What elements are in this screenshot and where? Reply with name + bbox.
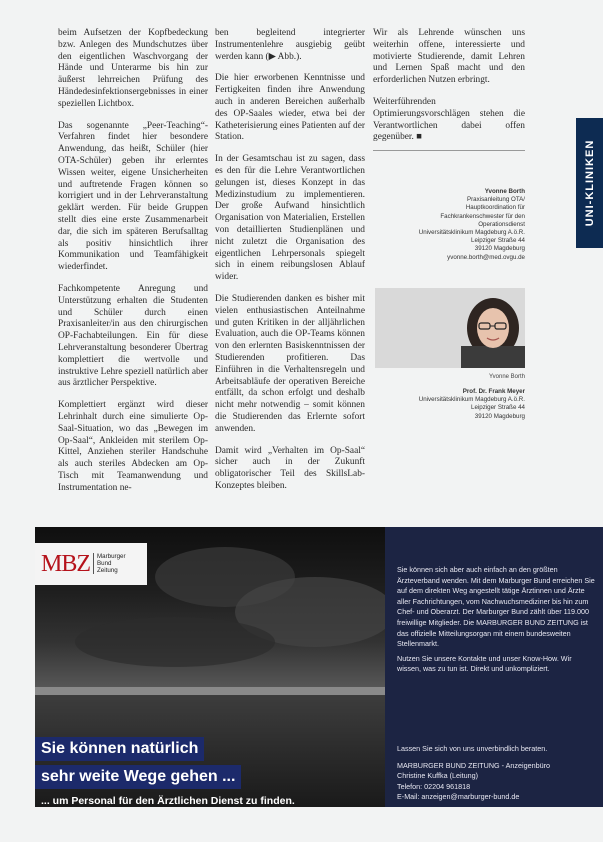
paragraph: Fachkompetente Anregung und Unterstützung erhalten die Studenten und Schüler durch einen Praxisanleiter/in aus den chirurgischen OP-Fachabteilungen. Ein für diese Lehrveranstaltung besonderer Übertrag komplettiert die wertvolle und instruktive Lehre speziell natürlich aber aus ärztlicher Perspektive.	[58, 283, 208, 389]
ad-contact	[397, 744, 597, 803]
photo-caption: Yvonne Borth	[488, 374, 525, 380]
article-column-1	[58, 28, 208, 504]
logo-mark: MBZ	[41, 551, 91, 577]
author-name: Prof. Dr. Frank Meyer	[462, 388, 525, 395]
paragraph: ben begleitend integrierter Instrumentenlehre ausgiebig geübt werden kann (▶ Abb.).	[215, 28, 365, 62]
article-column-2	[215, 28, 365, 503]
paragraph: Das sogenannte „Peer-Teaching“-Verfahren findet hier besondere Anwendung, das heißt, Schüler (hier OTA-Schüler) geben ihr erlerntes Wissen weiter, eigene Unsicherheiten und auftretende Fragen können so korrigiert und in der Lehrveranstaltung geklärt werden. Für beide Gruppen stellt dies eine erste Zusammenarbeit dar, die sich im späteren Berufsalltag als positiv hinsichtlich ihrer Kommunikation und Teamfähigkeit wiederfindet.	[58, 120, 208, 273]
paragraph: beim Aufsetzen der Kopfbedeckung bzw. Anlegen des Mundschutzes über den eigentlichen Waschvorgang der Hände und Unterarme bis hin zur äußerst lehrreichen Prüfung des Händedesinfektionsergebnisses in einer speziellen Lichtbox.	[58, 28, 208, 109]
author-photo	[375, 288, 525, 368]
author-contact	[373, 388, 525, 421]
paragraph: Komplettiert ergänzt wird dieser Lehrinhalt durch eine simulierte Op-Saal-Situation, wo das „Bewegen im Op-Saal“, Ankleiden mit sterilem Op-Kittel, Anziehen steriler Handschuhe als auch steriles Abdecken am Op-Tisch mit Teamanwendung und Instrumentation ne-	[58, 400, 208, 493]
article-column-3	[373, 28, 525, 154]
contact-line: 39120 Magdeburg	[474, 412, 525, 420]
ad-contact-lead: Lassen Sie sich von uns unverbindlich beraten.	[397, 744, 548, 753]
contact-line: Universitätsklinikum Magdeburg A.ö.R.	[418, 396, 525, 404]
paragraph: In der Gesamtschau ist zu sagen, dass es den für die Lehre Verantwortlichen gelungen ist, dieses Konzept in das Medizinstudium zu implementieren. Der große Aufwand hinsichtlich Organisation von Materialien, Erstellen von detaillierten Studienplänen und nicht zuletzt die Organisation des eigentlichen Lehrpersonals spiegelt sich in einem reibungslosen Ablauf wider.	[215, 154, 365, 283]
ad-body	[397, 565, 595, 679]
paragraph: Die Studierenden danken es bisher mit vielen enthusiastischen Anteilnahme und guten Kritiken in der alljährlichen Evaluation, auch die OP-Teams können von den erlernten Basiskenntnissen der Studierenden profitieren. Das Einführen in die Verhaltensregeln und Arbeitsabläufe der operativen Bereiche entfällt, da schon erfolgt und deshalb nicht mehr notwendig – somit können die Studierenden das Erlernte sofort anwenden.	[215, 293, 365, 434]
contact-line: Operationsdienst	[478, 220, 525, 228]
author-name: Yvonne Borth	[484, 188, 525, 195]
contact-email: yvonne.borth@med.ovgu.de	[447, 253, 525, 261]
contact-line: Fachkrankenschwester für den	[440, 212, 525, 220]
horizon	[35, 687, 385, 695]
section-tab-label: UNI-KLINIKEN	[583, 139, 596, 227]
paragraph: Die hier erworbenen Kenntnisse und Fertigkeiten finden ihre Anwendung auch in anderen Bereichen außerhalb des OP-Saales wieder, etwa bei der Katheterisierung eines Patienten auf der Station.	[215, 73, 365, 143]
author-contact	[373, 188, 525, 262]
paragraph: Weiterführenden Optimierungsvorschlägen stehen die Verantwortlichen dabei offen gegenüber. ■	[373, 96, 525, 143]
ad-tagline: ... um Personal für den Ärztlichen Dienst zu finden.	[41, 795, 295, 807]
contact-line: Hauptkoordination für	[465, 204, 525, 212]
portrait-image	[375, 288, 525, 368]
ad-contact-email[interactable]: E-Mail: anzeigen@marburger-bund.de	[397, 792, 520, 802]
contact-line: Leipziger Straße 44	[471, 404, 525, 412]
mbz-logo	[35, 543, 147, 585]
advertisement	[35, 527, 603, 807]
paragraph: Damit wird „Verhalten im Op-Saal“ sicher auch in der Zukunft obligatorischer Teil des SkillsLab-Konzeptes bleiben.	[215, 445, 365, 491]
ad-headline: Sie können natürlich	[35, 737, 204, 761]
ad-text-panel	[385, 527, 603, 807]
contact-line: Leipziger Straße 44	[471, 237, 525, 245]
ad-headline: sehr weite Wege gehen ...	[35, 765, 241, 789]
contact-line: Praxisanleitung OTA/	[466, 196, 525, 204]
logo-subtitle	[93, 553, 126, 574]
paragraph: Wir als Lehrende wünschen uns weiterhin offene, interessierte und motivierte Studierende, damit Lehren und Lernen Spaß macht und den erforderlichen Nutzen erbringt.	[373, 28, 525, 86]
logo-line: Bund	[97, 560, 112, 567]
ad-landscape	[35, 527, 385, 807]
contact-line: Universitätsklinikum Magdeburg A.ö.R.	[418, 229, 525, 237]
ad-contact-line: MARBURGER BUND ZEITUNG - Anzeigenbüro	[397, 760, 550, 770]
ad-contact-line: Christine Kuffka (Leitung)	[397, 771, 478, 781]
contact-line: 39120 Magdeburg	[474, 245, 525, 253]
section-tab	[576, 118, 603, 248]
logo-line: Marburger	[97, 553, 126, 560]
ad-paragraph: Nutzen Sie unsere Kontakte und unser Know-How. Wir wissen, was zu tun ist. Direkt und unkompliziert.	[397, 653, 572, 674]
ad-paragraph: Sie können sich aber auch einfach an den größten Ärzteverband wenden. Mit dem Marburger Bund erreichen Sie auf dem direkten Weg angestellt tätige Ärztinnen und Ärzte aller Fachrichtungen, vom Nachwuchsmediziner bis hin zum Chef- und Oberarzt. Der Marburger Bund zählt über 119.000 freiwillige Mitglieder. Die MARBURGER BUND ZEITUNG ist das offizielle Mitteilungsorgan mit einem bundesweiten Stellenmarkt.	[397, 565, 595, 649]
divider	[373, 150, 525, 151]
ad-contact-phone: Telefon: 02204 961818	[397, 781, 471, 791]
logo-line: Zeitung	[97, 567, 118, 574]
